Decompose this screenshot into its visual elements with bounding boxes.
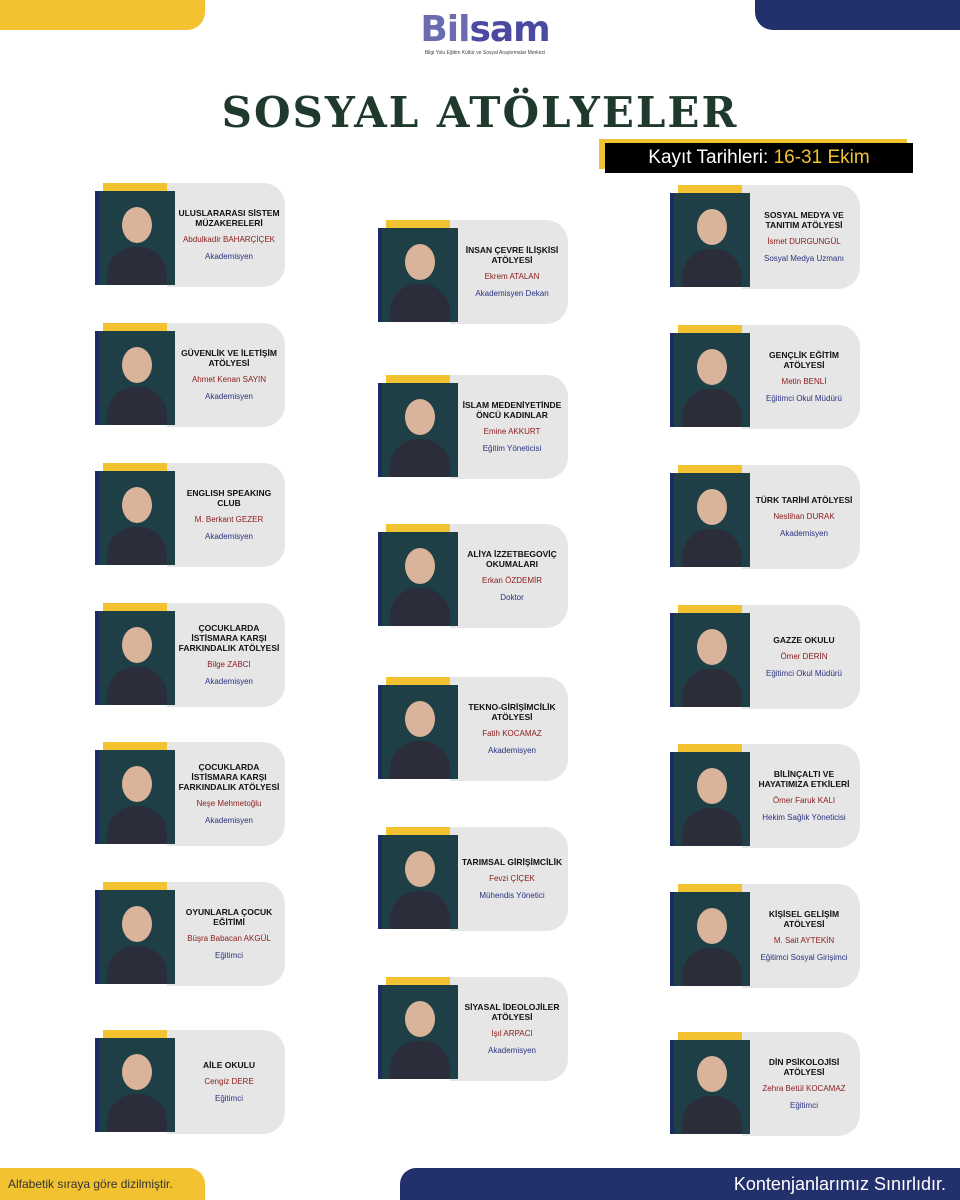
speaker-name: Ahmet Kenan SAYIN [191, 375, 267, 384]
corner-decoration-right [755, 0, 960, 30]
speaker-photo [378, 383, 458, 477]
speaker-photo [95, 471, 175, 565]
speaker-role: Eğitimci Sosyal Girişimci [760, 953, 848, 962]
registration-banner: Kayıt Tarihleri: 16-31 Ekim [605, 143, 913, 173]
workshop-card [670, 744, 865, 849]
speaker-name: Neşe Mehmetoğlu [196, 799, 262, 808]
workshop-title: BİLİNÇALTI VE HAYATIMIZA ETKİLERİ [758, 769, 850, 789]
workshop-title: ULUSLARARASI SİSTEM MÜZAKERELERİ [178, 208, 280, 228]
speaker-role: Akademisyen [487, 1046, 537, 1055]
speaker-name: Ömer DERİN [780, 652, 828, 661]
speaker-role: Hekim Sağlık Yöneticisi [762, 813, 846, 822]
bilsam-logo: Bilsam Bilgi Yolu Eğitim Kültür ve Sosyal Araştırmalar Merkezi [410, 10, 560, 85]
speaker-photo [670, 752, 750, 846]
speaker-role: Akademisyen Dekan [475, 289, 549, 298]
speaker-role: Akademisyen [204, 816, 254, 825]
speaker-role: Doktor [500, 593, 524, 602]
workshop-card [670, 465, 865, 570]
speaker-photo [378, 685, 458, 779]
speaker-photo [670, 473, 750, 567]
speaker-role: Akademisyen [204, 532, 254, 541]
workshop-title: TÜRK TARİHİ ATÖLYESİ [755, 495, 853, 505]
workshop-card [378, 524, 573, 629]
workshop-card [670, 1032, 865, 1137]
speaker-role: Akademisyen [779, 529, 829, 538]
speaker-name: Metin BENLİ [781, 377, 827, 386]
speaker-role: Eğitimci Okul Müdürü [765, 669, 843, 678]
speaker-name: Büşra Babacan AKGÜL [187, 934, 271, 943]
workshop-title: TARIMSAL GİRİŞİMCİLİK [461, 857, 563, 867]
workshop-card [378, 827, 573, 932]
workshop-card [95, 1030, 290, 1135]
workshop-title: GENÇLİK EĞİTİM ATÖLYESİ [769, 350, 839, 370]
speaker-name: Cengiz DERE [204, 1077, 254, 1086]
workshop-card [95, 603, 290, 708]
logo-subtitle: Bilgi Yolu Eğitim Kültür ve Sosyal Araştırmalar Merkezi [424, 50, 546, 56]
speaker-name: Neslihan DURAK [773, 512, 835, 521]
workshop-title: TEKNO-GİRİŞİMCİLİK ATÖLYESİ [468, 702, 556, 722]
speaker-name: Fatih KOCAMAZ [482, 729, 542, 738]
speaker-name: M. Sait AYTEKİN [773, 936, 835, 945]
workshop-card [95, 323, 290, 428]
workshop-card [95, 183, 290, 288]
speaker-role: Akademisyen [204, 252, 254, 261]
workshop-title: KİŞİSEL GELİŞİM ATÖLYESİ [768, 909, 840, 929]
workshop-card [378, 977, 573, 1082]
speaker-name: Ömer Faruk KALI [772, 796, 836, 805]
workshop-card [670, 605, 865, 710]
speaker-name: Işıl ARPACI [491, 1029, 533, 1038]
workshop-card [670, 185, 865, 290]
speaker-role: Eğitim Yöneticisi [482, 444, 542, 453]
speaker-role: Sosyal Medya Uzmanı [763, 254, 845, 263]
speaker-photo [670, 1040, 750, 1134]
speaker-photo [95, 750, 175, 844]
speaker-role: Mühendis Yönetici [479, 891, 545, 900]
speaker-photo [378, 228, 458, 322]
workshop-card [95, 882, 290, 987]
speaker-photo [670, 613, 750, 707]
speaker-photo [95, 331, 175, 425]
workshop-title: SİYASAL İDEOLOJİLER ATÖLYESİ [464, 1002, 560, 1022]
speaker-role: Eğitimci Okul Müdürü [765, 394, 843, 403]
speaker-photo [95, 1038, 175, 1132]
speaker-photo [670, 193, 750, 287]
speaker-role: Akademisyen [487, 746, 537, 755]
speaker-role: Akademisyen [204, 392, 254, 401]
speaker-role: Eğitimci [789, 1101, 818, 1110]
speaker-name: Abdulkadir BAHARÇİÇEK [182, 235, 276, 244]
workshop-title: İSLAM MEDENİYETİNDE ÖNCÜ KADINLAR [462, 400, 562, 420]
workshop-card [95, 742, 290, 847]
speaker-photo [378, 532, 458, 626]
workshop-title: ENGLISH SPEAKING CLUB [186, 488, 272, 508]
workshop-card [378, 677, 573, 782]
speaker-photo [378, 835, 458, 929]
page-title: SOSYAL ATÖLYELER [221, 88, 739, 137]
workshop-title: OYUNLARLA ÇOCUK EĞİTİMİ [185, 907, 273, 927]
workshop-card [378, 220, 573, 325]
workshop-title: AİLE OKULU [203, 1060, 255, 1070]
speaker-role: Eğitimci [214, 1094, 243, 1103]
speaker-name: Emine AKKURT [483, 427, 541, 436]
speaker-role: Eğitimci [214, 951, 243, 960]
workshop-title: GÜVENLİK VE İLETİŞİM ATÖLYESİ [181, 348, 277, 368]
workshop-title: ALİYA İZZETBEGOVİÇ OKUMALARI [467, 549, 557, 569]
speaker-name: Bilge ZABCI [207, 660, 251, 669]
speaker-name: Zehra Betül KOCAMAZ [762, 1084, 846, 1093]
speaker-photo [670, 333, 750, 427]
workshop-card [95, 463, 290, 568]
speaker-name: Ekrem ATALAN [484, 272, 540, 281]
workshop-card [670, 325, 865, 430]
workshop-title: SOSYAL MEDYA VE TANITIM ATÖLYESİ [764, 210, 844, 230]
footer-capacity: Kontenjanlarımız Sınırlıdır. [400, 1168, 960, 1200]
speaker-photo [95, 890, 175, 984]
workshop-card [670, 884, 865, 989]
speaker-photo [670, 892, 750, 986]
workshop-title: DİN PSİKOLOJİSİ ATÖLYESİ [768, 1057, 840, 1077]
speaker-photo [95, 191, 175, 285]
workshop-title: ÇOCUKLARDA İSTİSMARA KARŞI FARKINDALIK ATÖLYESİ [178, 762, 280, 792]
corner-decoration-left [0, 0, 205, 30]
workshop-title: GAZZE OKULU [773, 635, 835, 645]
speaker-photo [378, 985, 458, 1079]
speaker-photo [95, 611, 175, 705]
speaker-name: İsmet DURGUNGÜL [767, 237, 841, 246]
speaker-name: Erkan ÖZDEMİR [481, 576, 542, 585]
workshop-title: ÇOCUKLARDA İSTİSMARA KARŞI FARKINDALIK ATÖLYESİ [178, 623, 280, 653]
footer-note: Alfabetik sıraya göre dizilmiştir. [0, 1168, 205, 1200]
speaker-name: M. Berkant GEZER [194, 515, 264, 524]
speaker-name: Fevzi ÇİÇEK [489, 874, 535, 883]
workshop-card [378, 375, 573, 480]
workshop-title: İNSAN ÇEVRE İLİŞKİSİ ATÖLYESİ [465, 245, 559, 265]
speaker-role: Akademisyen [204, 677, 254, 686]
